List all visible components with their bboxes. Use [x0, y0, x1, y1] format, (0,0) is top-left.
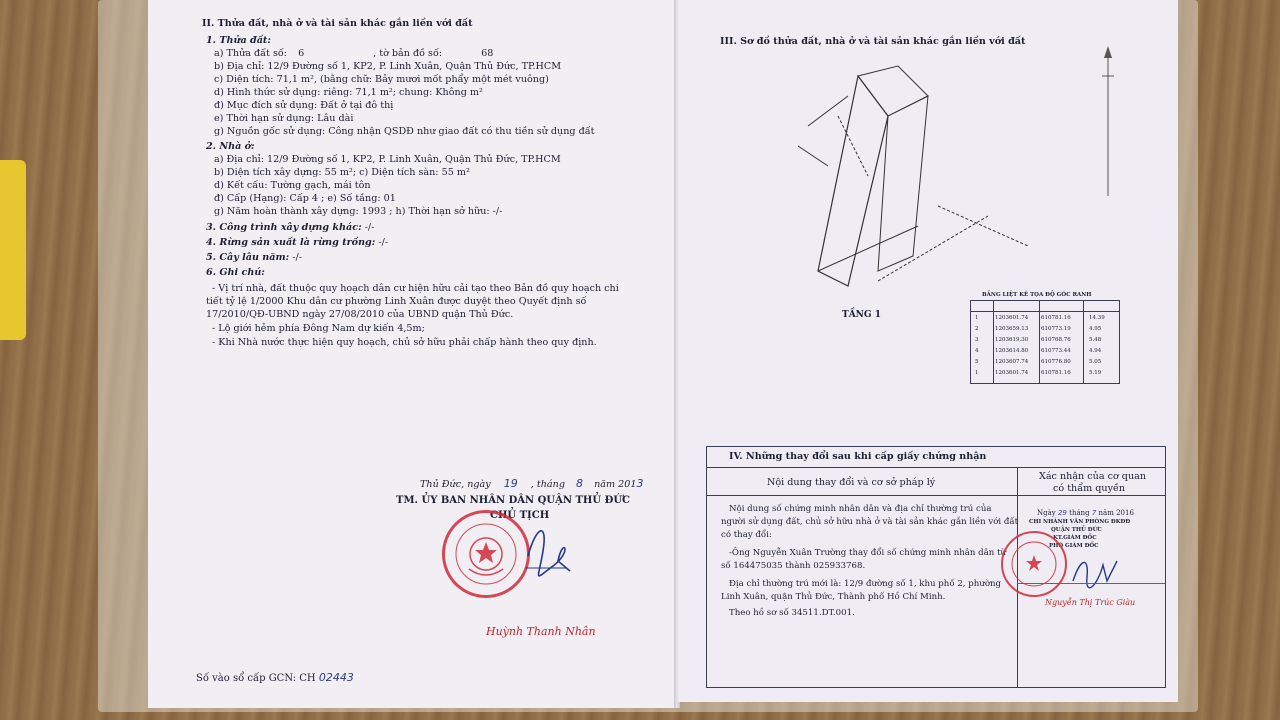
- left-page: [148, 0, 676, 708]
- confirm-date: [1037, 507, 1134, 519]
- s1-e: đ) Mục đích sử dụng: Đất ở tại đô thị: [214, 100, 394, 111]
- s4: [206, 237, 388, 249]
- col2-header-line2: có thẩm quyền: [1053, 483, 1126, 494]
- s2-title: 2. Nhà ở:: [206, 141, 255, 152]
- date-prefix: Thủ Đức, ngày: [420, 479, 491, 490]
- s1-title: 1. Thửa đất:: [206, 35, 271, 46]
- coord-cell: 4.94: [1089, 348, 1102, 354]
- coord-cell: 5.48: [1089, 337, 1102, 343]
- coord-cell: 1: [975, 315, 979, 321]
- date-year-digit: 3: [636, 477, 644, 490]
- s2-g: g) Năm hoàn thành xây dựng: 1993 ; h) Thời hạn sở hữu: -/-: [214, 206, 503, 217]
- confirm-org-line2: QUẬN THỦ ĐỨC: [1051, 527, 1102, 533]
- coord-cell: 610776.80: [1041, 359, 1071, 365]
- coord-col-divider-2: [1039, 301, 1040, 383]
- coord-table: [970, 300, 1120, 384]
- s1-a-value: 6: [298, 48, 305, 59]
- s1-b: b) Địa chỉ: 12/9 Đường số 1, KP2, P. Linh Xuân, Quận Thủ Đức, TP.HCM: [214, 61, 562, 72]
- date-month: 8: [576, 477, 584, 490]
- change-line6: Địa chỉ thường trú mới là: 12/9 đường số 1, khu phố 2, phường: [729, 579, 1002, 589]
- floor-label: TẦNG 1: [842, 310, 881, 320]
- official-seal: [442, 510, 530, 598]
- change-line5: số 164475035 thành 025933768.: [721, 561, 866, 571]
- note1-line1: - Vị trí nhà, đất thuộc quy hoạch dân cư hiện hữu cải tạo theo Bản đồ quy hoạch chi: [212, 283, 619, 294]
- seal-emblem-icon: [445, 513, 527, 595]
- coord-cell: 610781.16: [1041, 370, 1071, 376]
- confirm-date-year: năm 2016: [1098, 509, 1134, 517]
- s5: [206, 252, 302, 264]
- confirm-date-mid: tháng: [1069, 509, 1090, 517]
- confirm-org-line1: CHI NHÁNH VĂN PHÒNG ĐKĐĐ: [1029, 519, 1131, 525]
- right-page: [678, 0, 1178, 702]
- s2-e: đ) Cấp (Hạng): Cấp 4 ; e) Số tầng: 01: [214, 193, 396, 204]
- coord-cell: 5: [975, 359, 979, 365]
- s1-c: c) Diện tích: 71,1 m², (bằng chữ: Bảy mươi mốt phẩy một mét vuông): [214, 74, 549, 85]
- coord-cell: 1: [975, 370, 979, 376]
- note1-line2: tiết tỷ lệ 1/2000 Khu dân cư phường Linh Xuân được duyệt theo Quyết định số: [206, 296, 587, 307]
- date-month-label: , tháng: [530, 479, 565, 490]
- yellow-paper: [0, 160, 26, 340]
- chairman-signature: [518, 516, 578, 586]
- confirm-date-day: 29: [1057, 509, 1067, 517]
- vice-director-signature: [1067, 551, 1127, 591]
- s2-b: b) Diện tích xây dựng: 55 m²; c) Diện tích sàn: 55 m²: [214, 167, 470, 178]
- coord-cell: 1203601.74: [995, 370, 1029, 376]
- s3: [206, 222, 374, 234]
- confirm-signer: Nguyễn Thị Trúc Giàu: [1045, 598, 1136, 607]
- confirm-org-line4: PHÓ GIÁM ĐỐC: [1049, 543, 1099, 549]
- coord-col-divider-1: [993, 301, 994, 383]
- gcn-value: 02443: [318, 671, 354, 684]
- changes-header-divider: [707, 495, 1165, 496]
- gcn-number: [196, 672, 354, 685]
- section2-title: II. Thửa đất, nhà ở và tài sản khác gắn liền với đất: [202, 18, 473, 29]
- coord-cell: 2: [975, 326, 979, 332]
- change-line1: Nội dung số chứng minh nhân dân và địa chỉ thường trú của: [729, 504, 992, 514]
- changes-title-divider: [707, 467, 1165, 468]
- s1-a-label: a) Thửa đất số:: [214, 48, 287, 59]
- s6-title: 6. Ghi chú:: [206, 267, 265, 278]
- confirm-date-month: 7: [1091, 509, 1097, 517]
- s1-d: d) Hình thức sử dụng: riêng: 71,1 m²; chung: Không m²: [214, 87, 483, 98]
- confirm-org-line3: KT.GIÁM ĐỐC: [1053, 535, 1097, 541]
- col1-header: Nội dung thay đổi và cơ sở pháp lý: [767, 477, 936, 488]
- s1-f: e) Thời hạn sử dụng: Lâu dài: [214, 113, 354, 124]
- north-arrow-icon: [1098, 46, 1118, 206]
- s3-value: -/-: [364, 222, 375, 233]
- coord-cell: 5.05: [1089, 359, 1102, 365]
- section4-title: IV. Những thay đổi sau khi cấp giấy chứng nhận: [729, 451, 987, 462]
- s4-value: -/-: [378, 237, 389, 248]
- coord-table-title: BẢNG LIỆT KÊ TỌA ĐỘ GÓC RANH: [982, 292, 1092, 298]
- col2-header-line1: Xác nhận của cơ quan: [1039, 471, 1147, 482]
- coord-cell: 14.39: [1089, 315, 1105, 321]
- s3-label: 3. Công trình xây dựng khác:: [206, 222, 362, 233]
- gcn-label: Số vào sổ cấp GCN: CH: [196, 673, 316, 684]
- change-line3: có thay đổi:: [721, 530, 772, 540]
- section3-title: III. Sơ đồ thửa đất, nhà ở và tài sản khác gắn liền với đất: [720, 36, 1026, 47]
- coord-cell: 610773.19: [1041, 326, 1071, 332]
- s2-a: a) Địa chỉ: 12/9 Đường số 1, KP2, P. Linh Xuân, Quận Thủ Đức, TP.HCM: [214, 154, 561, 165]
- coord-cell: 1203601.74: [995, 315, 1029, 321]
- coord-cell: 610781.16: [1041, 315, 1071, 321]
- coord-cell: 1203614.80: [995, 348, 1029, 354]
- branch-seal-emblem-icon: [1003, 533, 1065, 595]
- parcel-sketch: [788, 56, 1048, 306]
- note3: - Khi Nhà nước thực hiện quy hoạch, chủ sở hữu phải chấp hành theo quy định.: [212, 337, 597, 348]
- coord-cell: 1203619.30: [995, 337, 1029, 343]
- s4-label: 4. Rừng sản xuất là rừng trồng:: [206, 237, 376, 248]
- coord-col-divider-3: [1083, 301, 1084, 383]
- s5-value: -/-: [292, 252, 302, 263]
- s1-g: g) Nguồn gốc sử dụng: Công nhận QSDĐ như giao đất có thu tiền sử dụng đất: [214, 126, 595, 137]
- coord-cell: 4.95: [1089, 326, 1102, 332]
- change-line2: người sử dụng đất, chủ sở hữu nhà ở và tài sản khác gắn liền với đất: [721, 517, 1019, 527]
- date-year-label: năm 201: [594, 479, 637, 490]
- issue-date: [420, 478, 643, 491]
- s1-a-map: 68: [481, 48, 494, 59]
- s2-d: d) Kết cấu: Tường gạch, mái tôn: [214, 180, 371, 191]
- branch-seal: [1001, 531, 1067, 597]
- coord-cell: 4: [975, 348, 979, 354]
- signer-name: Huỳnh Thanh Nhân: [486, 625, 596, 638]
- change-line8: Theo hồ sơ số 34511.DT.001.: [729, 608, 855, 618]
- coord-cell: 610768.76: [1041, 337, 1071, 343]
- changes-table: [706, 446, 1166, 688]
- confirm-underline: [1017, 583, 1165, 584]
- change-line4: -Ông Nguyễn Xuân Trường thay đổi số chứng minh nhân dân từ: [729, 548, 1007, 558]
- s1-a-mid: , tờ bản đồ số:: [373, 48, 443, 59]
- signer-role: CHỦ TỊCH: [490, 510, 550, 521]
- coord-cell: 1203607.74: [995, 359, 1029, 365]
- confirm-date-prefix: Ngày: [1037, 509, 1056, 517]
- note1-line3: 17/2010/QĐ-UBND ngày 27/08/2010 của UBND quận Thủ Đức.: [206, 309, 514, 320]
- coord-cell: 1203659.13: [995, 326, 1029, 332]
- change-line7: Linh Xuân, quận Thủ Đức, Thành phố Hồ Chí Minh.: [721, 592, 946, 602]
- s1-a: [214, 48, 493, 60]
- note2: - Lộ giới hẻm phía Đông Nam dự kiến 4,5m;: [212, 323, 425, 334]
- coord-cell: 3: [975, 337, 979, 343]
- issuing-org: TM. ỦY BAN NHÂN DÂN QUẬN THỦ ĐỨC: [396, 495, 630, 506]
- coord-cell: 5.19: [1089, 370, 1102, 376]
- date-day: 19: [503, 477, 518, 490]
- s5-label: 5. Cây lâu năm:: [206, 252, 290, 263]
- coord-cell: 610773.44: [1041, 348, 1071, 354]
